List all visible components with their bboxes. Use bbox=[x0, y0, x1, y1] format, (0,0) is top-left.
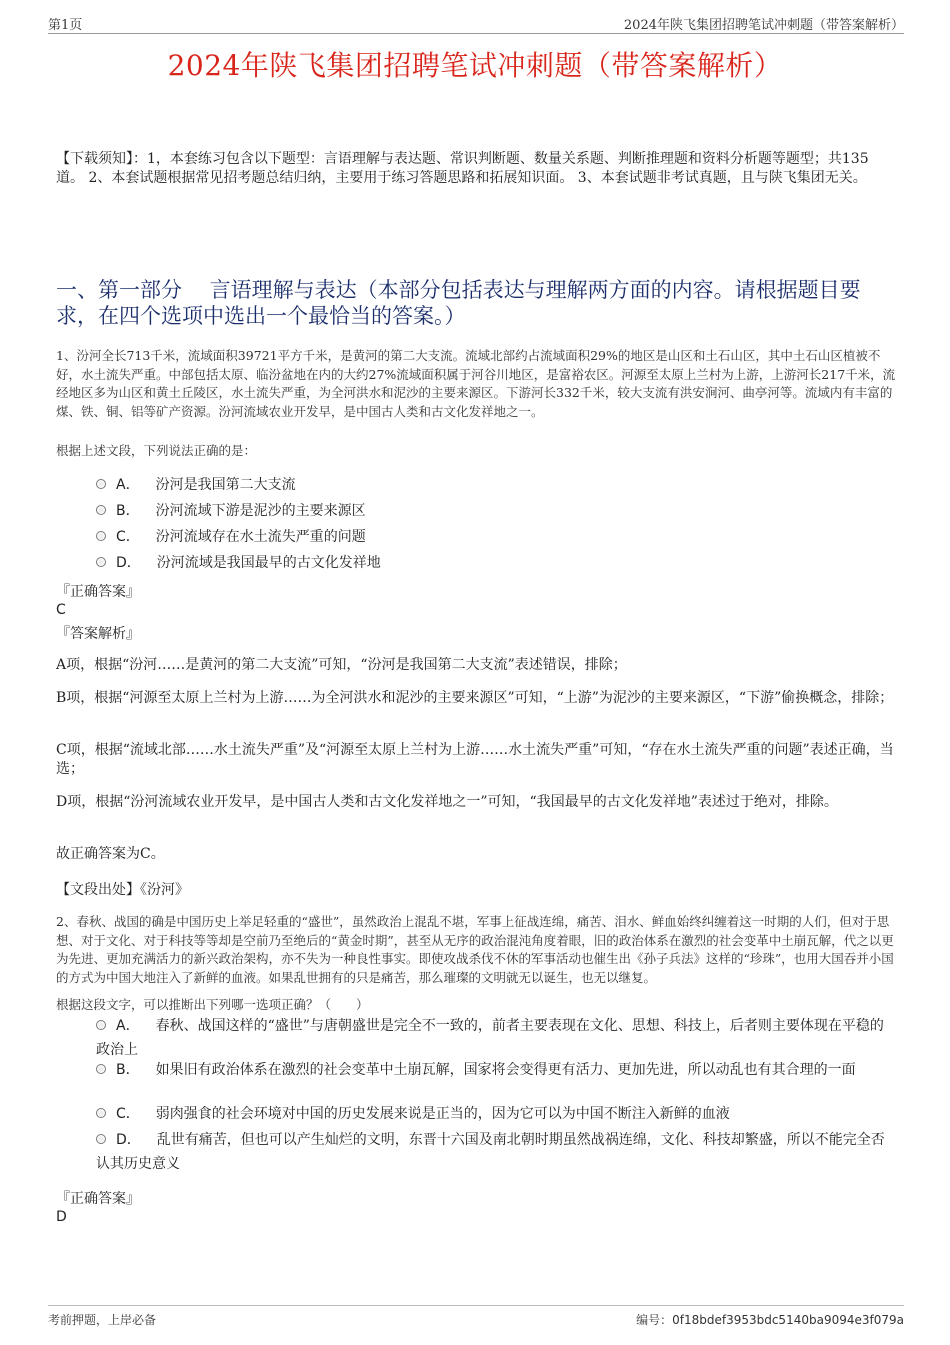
option-letter: C． bbox=[116, 1106, 140, 1122]
q1-option-b[interactable] bbox=[96, 499, 366, 523]
option-text: 汾河是我国第二大支流 bbox=[155, 477, 296, 493]
option-text: 乱世有痛苦，但也可以产生灿烂的文明，东晋十六国及南北朝时期虽然战祸连绵，文化、科技却繁盛，所以不能完全否认其历史意义 bbox=[96, 1132, 885, 1172]
option-text: 汾河流域存在水土流失严重的问题 bbox=[155, 529, 366, 545]
option-letter: A． bbox=[116, 1018, 140, 1034]
q2-option-c[interactable] bbox=[96, 1102, 896, 1126]
option-text: 汾河流域是我国最早的古文化发祥地 bbox=[156, 555, 381, 571]
q1-option-a[interactable] bbox=[96, 473, 296, 497]
section-heading: 一、第一部分 言语理解与表达（本部分包括表达与理解两方面的内容。请根据题目要求，在四个选项中选出一个最恰当的答案。） bbox=[56, 278, 861, 328]
footer-divider bbox=[48, 1305, 904, 1306]
radio-icon[interactable] bbox=[96, 479, 106, 489]
option-text: 如果旧有政治体系在激烈的社会变革中土崩瓦解，国家将会变得更有活力、更加先进，所以动乱也有其合理的一面 bbox=[155, 1062, 856, 1078]
question-1-text: 1、汾河全长713千米，流域面积39721平方千米，是黄河的第二大支流。流域北部约占流域面积29%的地区是山区和土石山区，其中土石山区植被不好，水土流失严重。中部包括太原、临汾盆地在内的大约27%流域面积属于河谷川地区，是富裕农区。河源至太原上兰村为上游，上游河长217千米，流经地区多为山区和黄土丘陵区，水土流失严重，为全河洪水和泥沙的主要来源区。下游河长332千米，较大支流有洪安涧河、曲亭河等。流域内有丰富的煤、铁、铜、铝等矿产资源。汾河流域农业开发早，是中国古人类和古文化发祥地之一。 bbox=[56, 348, 896, 419]
option-text: 弱肉强食的社会环境对中国的历史发展来说是正当的，因为它可以为中国不断注入新鲜的血液 bbox=[155, 1106, 730, 1122]
q2-option-d[interactable] bbox=[96, 1128, 896, 1176]
download-notice: 【下载须知】：1，本套练习包含以下题型：言语理解与表达题、常识判断题、数量关系题、判断推理题和资料分析题等题型；共135道。 2、本套试题根据常见招考题总结归纳，主要用于练习答题思路和拓展知识面。 3、本套试题非考试真题，且与陕飞集团无关。 bbox=[56, 151, 869, 186]
option-letter: B． bbox=[116, 503, 140, 519]
q1-source: 【文段出处】《汾河》 bbox=[56, 882, 189, 898]
q2-option-b[interactable] bbox=[96, 1058, 896, 1082]
q2-answer: D bbox=[56, 1209, 67, 1225]
question-2-prompt: 根据这段文字，可以推断出下列哪一选项正确？（ ） bbox=[56, 997, 369, 1012]
header-divider bbox=[48, 33, 904, 34]
option-text: 春秋、战国这样的“盛世”与唐朝盛世是完全不一致的，前者主要表现在文化、思想、科技上，后者则主要体现在平稳的政治上 bbox=[96, 1018, 884, 1058]
option-letter: A． bbox=[116, 477, 140, 493]
option-letter: D． bbox=[116, 1132, 141, 1148]
radio-icon[interactable] bbox=[96, 531, 106, 541]
footer-doc-id: 编号：0f18bdef3953bdc5140ba9094e3f079a bbox=[636, 1313, 904, 1327]
q1-answer: C bbox=[56, 602, 66, 618]
q1-analysis-b: B项，根据“河源至太原上兰村为上游……为全河洪水和泥沙的主要来源区”可知，“上游”为泥沙的主要来源区，“下游”偷换概念，排除； bbox=[56, 690, 894, 706]
q1-option-d[interactable] bbox=[96, 551, 381, 575]
q1-analysis-d: D项，根据“汾河流域农业开发早，是中国古人类和古文化发祥地之一”可知，“我国最早的古文化发祥地”表述过于绝对，排除。 bbox=[56, 794, 838, 810]
q1-conclusion: 故正确答案为C。 bbox=[56, 846, 165, 862]
footer-slogan: 考前押题，上岸必备 bbox=[48, 1313, 157, 1327]
q1-analysis-c: C项，根据“流域北部……水土流失严重”及“河源至太原上兰村为上游……水土流失严重”可知，“存在水土流失严重的问题”表述正确，当选； bbox=[56, 742, 894, 777]
question-2-text: 2、春秋、战国的确是中国历史上举足轻重的“盛世”，虽然政治上混乱不堪，军事上征战连绵，痛苦、泪水、鲜血始终纠缠着这一时期的人们，但对于思想、对于文化、对于科技等等却是空前乃至绝后的“黄金时期”，甚至从无序的政治混沌角度着眼，旧的政治体系在激烈的社会变革中土崩瓦解，代之以更为先进、更加充满活力的新兴政治架构，亦不失为一种良性事实。即使攻战杀伐不休的军事活动也催生出《孙子兵法》这样的“珍珠”，也用大国吞并小国的方式为中国大地注入了新鲜的血液。如果乱世拥有的只是痛苦，那么璀璨的文明就无以诞生，也无以继复。 bbox=[56, 914, 894, 985]
q1-analysis-a: A项，根据“汾河……是黄河的第二大支流”可知，“汾河是我国第二大支流”表述错误，排除； bbox=[56, 657, 627, 673]
option-text: 汾河流域下游是泥沙的主要来源区 bbox=[155, 503, 366, 519]
page-number: 第1页 bbox=[48, 18, 83, 33]
q1-answer-label: 『正确答案』 bbox=[56, 584, 140, 600]
q1-analysis-label: 『答案解析』 bbox=[56, 626, 140, 642]
q2-option-a[interactable] bbox=[96, 1014, 896, 1062]
option-letter: D． bbox=[116, 555, 141, 571]
radio-icon[interactable] bbox=[96, 505, 106, 515]
radio-icon[interactable] bbox=[96, 1020, 106, 1030]
radio-icon[interactable] bbox=[96, 557, 106, 567]
header-doc-title: 2024年陕飞集团招聘笔试冲刺题（带答案解析） bbox=[623, 18, 904, 33]
radio-icon[interactable] bbox=[96, 1064, 106, 1074]
radio-icon[interactable] bbox=[96, 1134, 106, 1144]
option-letter: B． bbox=[116, 1062, 140, 1078]
q1-option-c[interactable] bbox=[96, 525, 366, 549]
page-title: 2024年陕飞集团招聘笔试冲刺题（带答案解析） bbox=[167, 49, 783, 82]
question-1-prompt: 根据上述文段，下列说法正确的是： bbox=[56, 443, 257, 458]
q2-answer-label: 『正确答案』 bbox=[56, 1191, 140, 1207]
option-letter: C． bbox=[116, 529, 140, 545]
radio-icon[interactable] bbox=[96, 1108, 106, 1118]
